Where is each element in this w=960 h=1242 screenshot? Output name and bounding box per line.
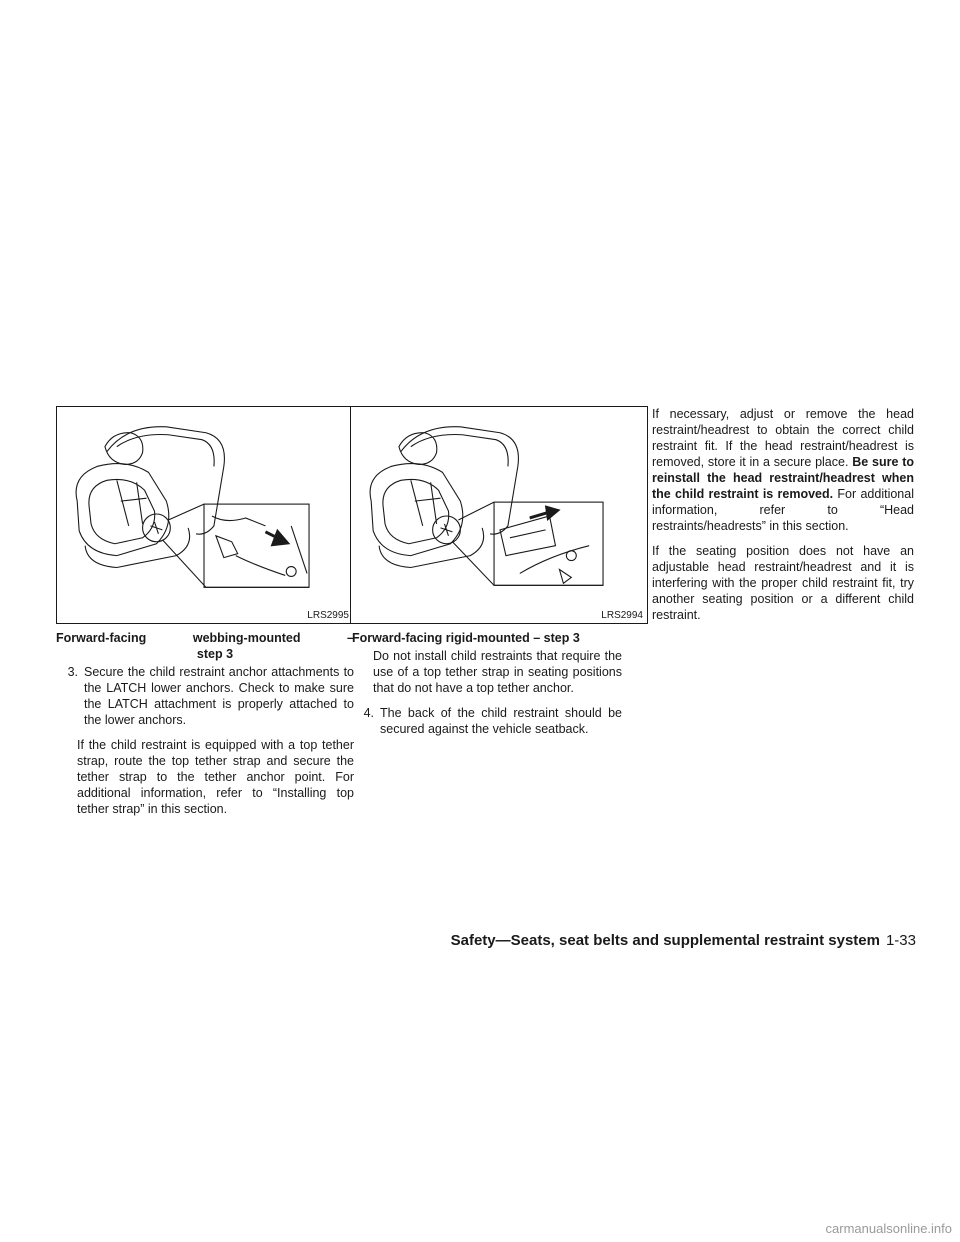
figure-rigid-mounted	[350, 406, 648, 624]
paragraph-text: If necessary, adjust or remove the head restraint/headrest to obtain the correct child restraint fit. If the head restraint/headrest is removed, store it in a secure place.	[652, 407, 914, 469]
caption-word: Forward-facing	[56, 631, 147, 645]
step-text: The back of the child restraint should be secured against the vehicle seatback.	[380, 706, 622, 736]
caption-word: webbing-mounted	[192, 631, 301, 645]
caption-word: –	[347, 631, 354, 645]
step-number: 4.	[363, 706, 374, 720]
child-seat-webbing-illustration	[57, 407, 353, 623]
child-seat-rigid-illustration	[351, 407, 647, 623]
head-restraint-paragraph	[652, 406, 914, 534]
column-left	[56, 664, 354, 826]
column-right	[652, 406, 914, 632]
figure-code: LRS2995	[307, 610, 349, 621]
caption-line: step 3	[196, 647, 234, 661]
page-footer	[426, 932, 916, 949]
column-middle	[352, 648, 622, 737]
warning-paragraph: Do not install child restraints that require the use of a top tether strap in seating positions that do not have a top tether anchor.	[373, 649, 622, 695]
page-number: 1-33	[885, 932, 916, 949]
section-title: Safety—Seats, seat belts and supplemental restraint system	[450, 932, 880, 949]
watermark: carmanualsonline.info	[825, 1221, 952, 1236]
step-text: Secure the child restraint anchor attachments to the LATCH lower anchors. Check to make sure the LATCH attachment is properly attached to the lower anchors.	[84, 665, 354, 727]
figure-caption-webbing	[56, 630, 354, 662]
figure-code: LRS2994	[601, 610, 643, 621]
figure-webbing-mounted	[56, 406, 354, 624]
step-number: 3.	[67, 665, 78, 679]
paragraph-text: For additional information, refer to “Head restraints/headrests” in this section.	[652, 487, 914, 533]
step-item-4	[352, 705, 622, 737]
seating-position-paragraph: If the seating position does not have an adjustable head restraint/headrest and it is interfering with the proper child restraint fit, try another seating position or a different child restraint.	[652, 544, 914, 622]
step-note: If the child restraint is equipped with a top tether strap, route the top tether strap and secure the tether strap to the tether anchor point. For additional information, refer to “Installing top tether strap” in this section.	[77, 738, 354, 816]
figure-caption-rigid: Forward-facing rigid-mounted – step 3	[352, 631, 580, 645]
emphasis-text: Be sure to reinstall the head restraint/headrest when the child restraint is removed.	[652, 455, 914, 501]
step-item-3	[56, 664, 354, 728]
